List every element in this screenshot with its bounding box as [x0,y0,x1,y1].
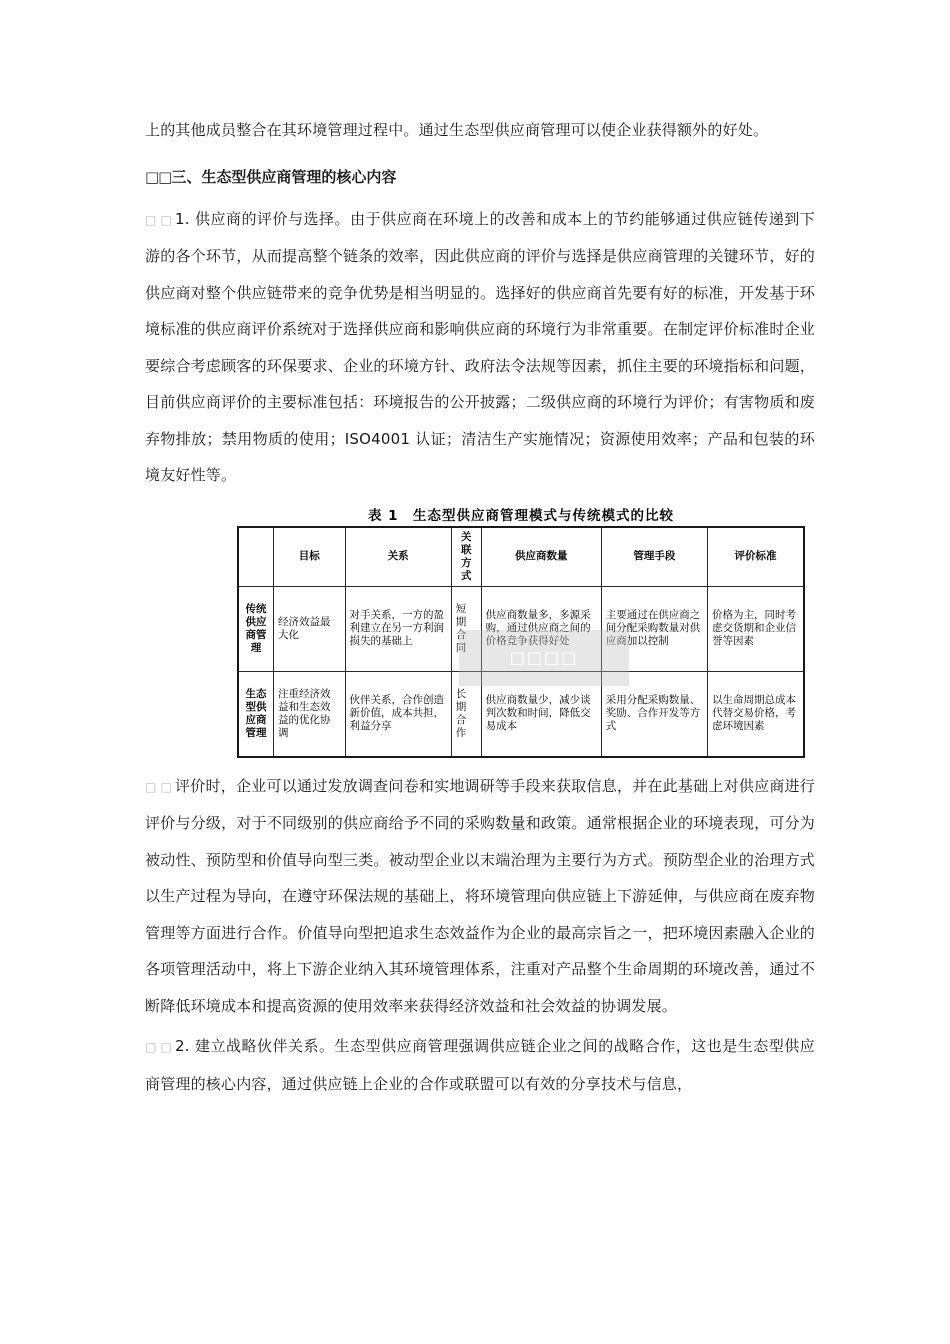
table-cell: 价格为主，同时考虑交货期和企业信誉等因素 [708,586,804,671]
table-title: 表 1 生态型供应商管理模式与传统模式的比较 [367,507,675,524]
table-cell: 供应商数量多，多源采购，通过供应商之间的价格竞争获得好处 [481,586,601,671]
table-cell: 短期合同 [451,586,481,671]
indent-marker: □ □ [145,212,173,227]
paragraph-intro: 上的其他成员整合在其环境管理过程中。通过生态型供应商管理可以使企业获得额外的好处。 [145,121,769,139]
row-header-traditional: 传统供应商管理 [238,586,274,671]
table-cell: 伙伴关系，合作创造新价值，成本共担，利益分享 [345,671,451,757]
table-cell: 主要通过在供应商之间分配采购数量对供应商加以控制 [601,586,707,671]
header-cell: 关系 [345,527,451,587]
table-cell: 长期合作 [451,671,481,757]
header-cell: 目标 [274,527,346,587]
section-title: 三、生态型供应商管理的核心内容 [171,167,397,186]
indent-marker: □ □ [145,1040,173,1054]
row-header-ecological: 生态型供应商管理 [238,671,274,757]
paragraph-evaluation-method [145,768,815,1025]
table-cell: 注重经济效益和生态效益的优化协调 [274,671,346,757]
watermark: □□□□ [459,630,629,686]
paragraph-text: 1. 供应商的评价与选择。由于供应商在环境上的改善和成本上的节约能够通过供应链传递到下游的各个环节，从而提高整个链条的效率，因此供应商的评价与选择是供应商管理的关键环节，好的供应商对整个供应链带来的竞争优势是相当明显的。选择好的供应商首先要有好的标准，开发基于环境标准的供应商评价系统对于选择供应商和影响供应商的环境行为非常重要。在制定评价标准时企业要综合考虑顾客的环保要求、企业的环境方针、政府法令法规等因素，抓住主要的环境指标和问题，目前供应商评价的主要标准包括：环境报告的公开披露；二级供应商的环境行为评价；有害物质和废弃物排放；禁用物质的使用；ISO4001 认证；清洁生产实施情况；资源使用效率；产品和包装的环境友好性等。 [145,209,815,484]
table-cell: 经济效益最大化 [274,586,346,671]
header-cell: 评价标准 [708,527,804,587]
header-cell: 供应商数量 [481,527,601,587]
table-header-row [238,527,804,587]
indent-marker: □ □ [145,779,173,794]
comparison-table-figure [237,504,805,758]
table-cell: 采用分配采购数量、奖励、合作开发等方式 [601,671,707,757]
table-cell: 以生命周期总成本代替交易价格，考虑环境因素 [708,671,804,757]
section-heading [145,159,815,195]
header-cell: 管理手段 [601,527,707,587]
table-cell: 供应商数量少，减少谈判次数和时间，降低交易成本 [481,671,601,757]
paragraph-supplier-evaluation [145,201,815,494]
paragraph-text: 2. 建立战略伙伴关系。生态型供应商管理强调供应链企业之间的战略合作，这也是生态型供应商管理的核心内容，通过供应链上企业的合作或联盟可以有效的分享技术与信息， [145,1037,815,1093]
section-marker: □□ [145,167,172,186]
header-cell: 关联方式 [451,527,481,587]
document-page [145,112,815,1102]
table-cell: 对手关系，一方的盈利建立在另一方利润损失的基础上 [345,586,451,671]
paragraph-text: 评价时，企业可以通过发放调查问卷和实地调研等手段来获取信息，并在此基础上对供应商进行评价与分级，对于不同级别的供应商给予不同的采购数量和政策。通常根据企业的环境表现，可分为被动性、预防型和价值导向型三类。被动型企业以末端治理为主要行为方式。预防型企业的治理方式以生产过程为导向，在遵守环保法规的基础上，将环境管理向供应链上下游延伸，与供应商在废弃物管理等方面进行合作。价值导向型把追求生态效益作为企业的最高宗旨之一，把环境因素融入企业的各项管理活动中，将上下游企业纳入其环境管理体系，注重对产品整个生命周期的环境改善，通过不断降低环境成本和提高资源的使用效率来获得经济效益和社会效益的协调发展。 [145,776,815,1015]
header-cell [238,527,274,587]
paragraph-strategic-partnership [145,1028,815,1102]
